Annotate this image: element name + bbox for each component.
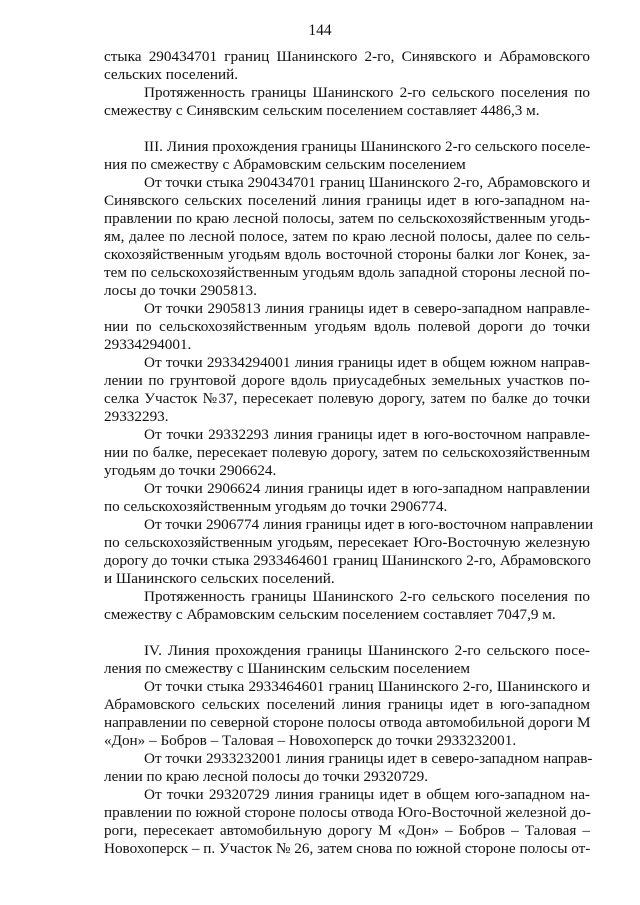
text-line: лосы до точки 2905813. <box>104 282 257 299</box>
text-line: От точки 29332293 линия границы идет в юго-восточном направле- <box>144 426 590 443</box>
text-line: селка Участок №37, пересекает полевую дорогу, затем по балке до точки <box>104 390 590 407</box>
text-line: лении по грунтовой дороге вдоль приусадебных земельных участков по- <box>104 372 590 389</box>
text-line: смежеству с Абрамовским сельским поселением составляет 7047,9 м. <box>104 606 556 623</box>
text-line: От точки 2905813 линия границы идет в северо-западном направле- <box>144 300 590 317</box>
text-line: по сельскохозяйственным угодьям, пересекает Юго-Восточную железную <box>104 534 590 551</box>
text-line: От точки 2933232001 линия границы идет в северо-западном направ- <box>144 750 593 767</box>
text-line: «Дон» – Бобров – Таловая – Новохоперск до точки 2933232001. <box>104 732 517 749</box>
text-line: От точки 29320729 линия границы идет в общем юго-западном на- <box>144 786 590 803</box>
text-line: Протяженность границы Шанинского 2-го сельского поселения по <box>144 84 590 101</box>
text-line: ния по смежеству с Абрамовским сельским поселением <box>104 156 466 173</box>
text-line: тем по сельскохозяйственным угодьям вдоль западной стороны лесной по- <box>104 264 590 281</box>
text-line: От точки стыка 2933464601 границ Шанинского 2-го, Шанинского и <box>144 678 590 695</box>
text-line: лении по краю лесной полосы до точки 29320729. <box>104 768 429 785</box>
text-line: 29332293. <box>104 408 169 425</box>
text-line: правлении по краю лесной полосы, затем по сельскохозяйственным угодь- <box>104 210 590 227</box>
text-line: От точки 29334294001 линия границы идет в общем южном направ- <box>144 354 590 371</box>
page-number: 144 <box>308 22 332 39</box>
text-line: Абрамовского сельских поселений линия границы идет в юго-западном <box>104 696 590 713</box>
text-line: роги, пересекает автомобильную дорогу М «Дон» – Бобров – Таловая – <box>104 822 590 839</box>
document-body <box>104 48 594 858</box>
text-line: III. Линия прохождения границы Шанинского 2-го сельского поселе- <box>144 138 591 155</box>
text-line: правлении по южной стороне полосы отвода Юго-Восточной железной до- <box>104 804 591 821</box>
text-line: угодьям до точки 2906624. <box>104 462 277 479</box>
text-line: ления по смежеству с Шанинским сельским поселением <box>104 660 470 677</box>
text-line: смежеству с Синявским сельским поселением составляет 4486,3 м. <box>104 102 540 119</box>
section-gap <box>104 624 590 642</box>
text-line: дорогу до точки стыка 2933464601 границ Шанинского 2-го, Абрамовского <box>104 552 591 569</box>
text-line: сельских поселений. <box>104 66 239 83</box>
text-line: стыка 290434701 границ Шанинского 2-го, Синявского и Абрамовского <box>104 48 590 65</box>
text-line: по сельскохозяйственным угодьям до точки 2906774. <box>104 498 448 515</box>
text-line: направлении по северной стороне полосы отвода автомобильной дороги М <box>104 714 591 731</box>
text-line: От точки 2906774 линия границы идет в юго-восточном направлении <box>144 516 594 533</box>
text-line: нии по балке, пересекает полевую дорогу, затем по сельскохозяйственным <box>104 444 590 461</box>
text-line: IV. Линия прохождения границы Шанинского 2-го сельского посе- <box>144 642 590 659</box>
text-line: Протяженность границы Шанинского 2-го сельского поселения по <box>144 588 590 605</box>
text-line: Синявского сельских поселений линия границы идет в юго-западном на- <box>104 192 590 209</box>
section-gap <box>104 120 590 138</box>
text-line: От точки 2906624 линия границы идет в юго-западном направлении <box>144 480 590 497</box>
text-line: 29334294001. <box>104 336 192 353</box>
text-line: скохозяйственным угодьям вдоль восточной стороны балки лог Конек, за- <box>104 246 590 263</box>
text-line: нии по сельскохозяйственным угодьям вдоль полевой дороги до точки <box>104 318 590 335</box>
text-line: и Шанинского сельских поселений. <box>104 570 335 587</box>
text-line: От точки стыка 290434701 границ Шанинского 2-го, Абрамовского и <box>144 174 590 191</box>
text-line: ям, далее по лесной полосе, затем по краю лесной полосы, далее по сель- <box>104 228 590 245</box>
text-line: Новохоперск – п. Участок № 26, затем снова по южной стороне полосы от- <box>104 840 591 857</box>
